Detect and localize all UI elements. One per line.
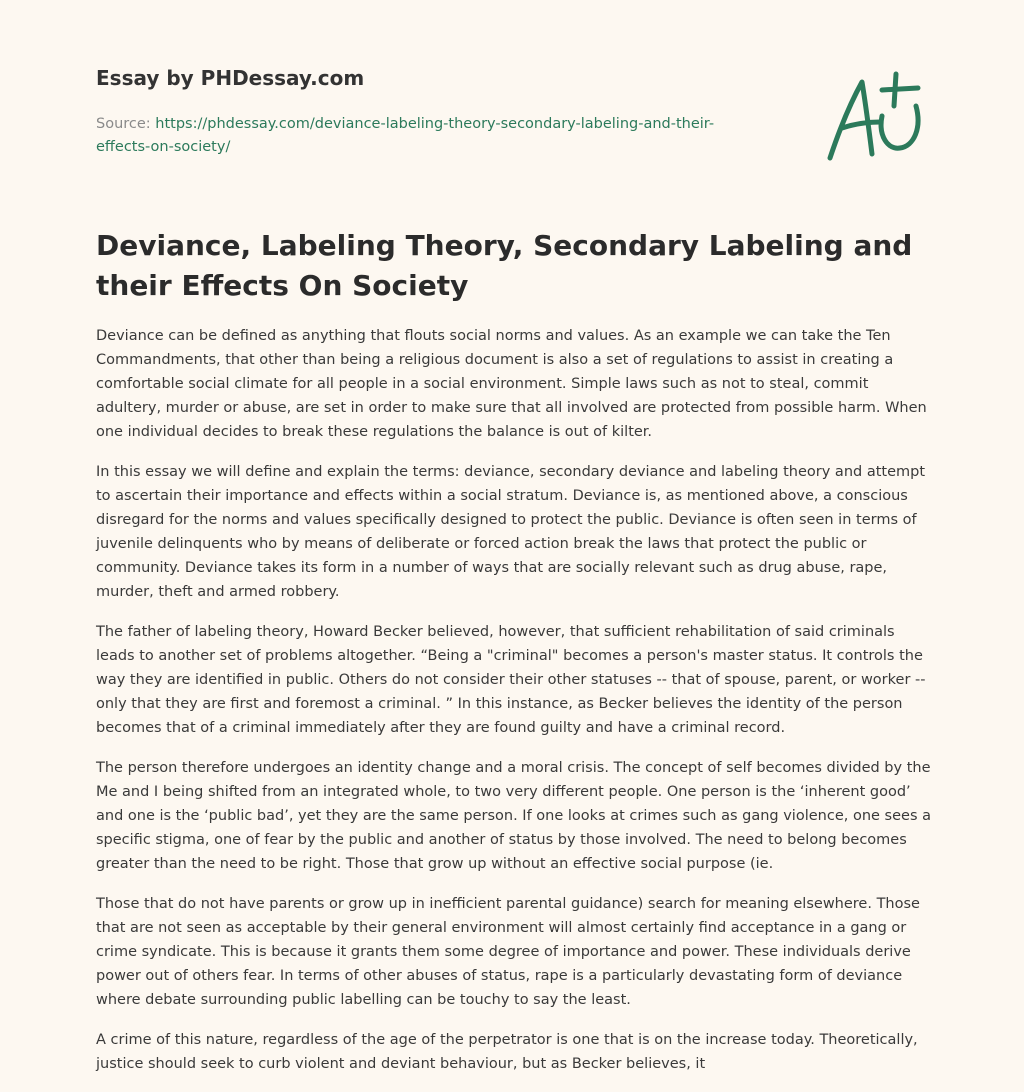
essay-title: Deviance, Labeling Theory, Secondary Labeling and their Effects On Society (96, 229, 913, 302)
a-plus-logo-icon (822, 66, 932, 166)
essay-paragraph: Deviance can be defined as anything that flouts social norms and values. As an example we can take the Ten Commandments, that other than being a religious document is also a set of regulations to assist in creating a comfortable social climate for all people in a social environment. Simple laws such as not to steal, commit adultery, murder or abuse, are set in order to make sure that all involved are protected from possible harm. When one individual decides to break these regulations the balance is out of kilter. (96, 328, 927, 440)
essay-paragraph: The father of labeling theory, Howard Becker believed, however, that sufficient rehabilitation of said criminals leads to another set of problems altogether. “Being a "criminal" becomes a person's master status. It controls the way they are identified in public. Others do not consider their other statuses -- that of spouse, parent, or worker -- only that they are first and foremost a criminal. ” In this instance, as Becker believes the identity of the person becomes that of a criminal immediately after they are found guilty and have a criminal record. (96, 624, 926, 736)
essay-paragraph: The person therefore undergoes an identity change and a moral crisis. The concept of self becomes divided by the Me and I being shifted from an integrated whole, to two very different people. One person is the ‘inherent good’ and one is the ‘public bad’, yet they are the same person. If one looks at crimes such as gang violence, one sees a specific stigma, one of fear by the public and another of status by those involved. The need to belong becomes greater than the need to be right. Those that grow up without an effective social purpose (ie. (96, 760, 931, 872)
site-brand: Essay by PHDessay.com (96, 66, 365, 90)
essay-paragraph: Those that do not have parents or grow up in inefficient parental guidance) search for meaning elsewhere. Those that are not seen as acceptable by their general environment will almost certainly find acceptance in a gang or crime syndicate. This is because it grants them some degree of importance and power. These individuals derive power out of others fear. In terms of other abuses of status, rape is a particularly devastating form of deviance where debate surrounding public labelling can be touchy to say the least. (96, 896, 920, 1008)
essay-paragraph: In this essay we will define and explain the terms: deviance, secondary deviance and labeling theory and attempt to ascertain their importance and effects within a social stratum. Deviance is, as mentioned above, a conscious disregard for the norms and values specifically designed to protect the public. Deviance is often seen in terms of juvenile delinquents who by means of deliberate or forced action break the laws that protect the public or community. Deviance takes its form in a number of ways that are socially relevant such as drug abuse, rape, murder, theft and armed robbery. (96, 464, 926, 600)
source-line (96, 113, 756, 159)
essay-body (96, 324, 936, 1092)
source-label: Source: (96, 116, 151, 132)
source-link[interactable]: https://phdessay.com/deviance-labeling-theory-secondary-labeling-and-their-effects-on-society/ (96, 116, 715, 155)
essay-paragraph: A crime of this nature, regardless of the age of the perpetrator is one that is on the increase today. Theoretically, justice should seek to curb violent and deviant behaviour, but as Becker believes, it (96, 1032, 918, 1072)
